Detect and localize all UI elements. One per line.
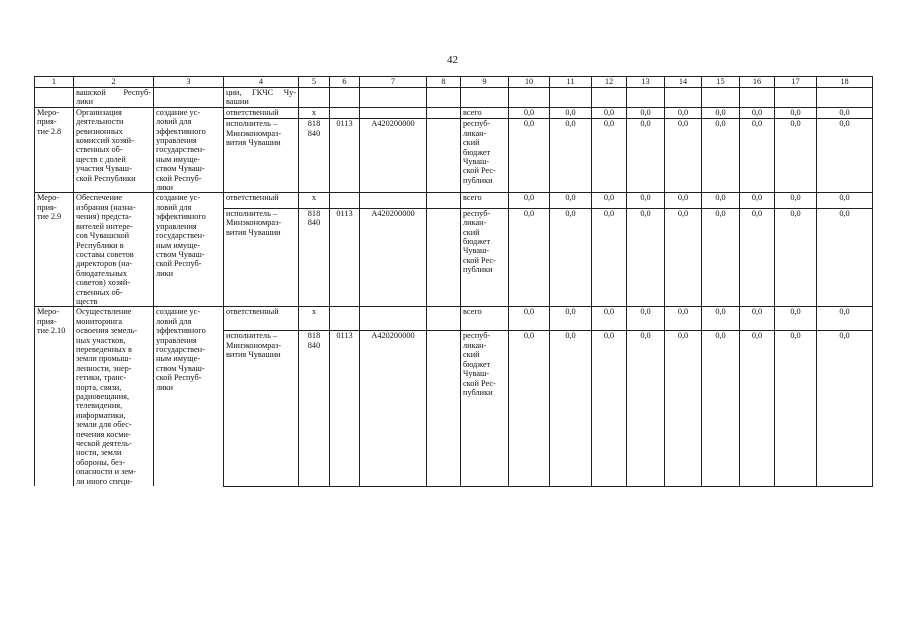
value-cell: 0,0 — [702, 307, 740, 331]
value-cell: 0,0 — [817, 208, 873, 307]
empty-cell — [740, 88, 775, 108]
empty-cell — [509, 88, 550, 108]
value-cell: 0,0 — [550, 208, 592, 307]
grbs-cell: x — [299, 193, 330, 208]
value-cell: 0,0 — [627, 193, 665, 208]
header-cell: 14 — [665, 77, 702, 88]
value-cell: 0,0 — [509, 331, 550, 486]
header-cell: 3 — [154, 77, 224, 88]
value-cell: 0,0 — [740, 307, 775, 331]
empty-cell — [360, 88, 427, 108]
header-cell: 7 — [360, 77, 427, 88]
value-cell: 0,0 — [627, 307, 665, 331]
value-cell: 0,0 — [702, 208, 740, 307]
measure-label: Меро- прия- тие 2.9 — [35, 193, 74, 307]
value-cell: 0,0 — [509, 208, 550, 307]
header-cell: 4 — [224, 77, 299, 88]
measure-name: Осуществление мониторинга освоения земель- ных участков, переведенных в земли промыш- ленности, энер- гетики, транс- порта, связи, радиовещания, телевидения, информатики, земли для обес- печения косми- ческой деятель- ности, земли обороны, без- опасности и зем- ли иного специ- — [74, 307, 154, 486]
responsible-cell: ответственный — [224, 107, 299, 119]
value-cell: 0,0 — [592, 193, 627, 208]
value-cell: 0,0 — [627, 331, 665, 486]
program-table — [34, 76, 873, 487]
responsible-cell: исполнитель – Минэкономраз- вития Чувашии — [224, 331, 299, 486]
empty-cell — [427, 307, 461, 331]
value-cell: 0,0 — [775, 208, 817, 307]
table-row — [35, 107, 873, 119]
responsible-cell: ответственный — [224, 193, 299, 208]
value-cell: 0,0 — [627, 208, 665, 307]
source-cell: респуб- ликан- ский бюджет Чуваш- ской Рес- публики — [461, 208, 509, 307]
vr-cell — [427, 331, 461, 486]
empty-cell — [627, 88, 665, 108]
source-cell: респуб- ликан- ский бюджет Чуваш- ской Рес- публики — [461, 331, 509, 486]
value-cell: 0,0 — [550, 193, 592, 208]
value-cell: 0,0 — [702, 119, 740, 193]
empty-cell — [330, 88, 360, 108]
value-cell: 0,0 — [665, 331, 702, 486]
value-cell: 0,0 — [550, 107, 592, 119]
value-cell: 0,0 — [592, 119, 627, 193]
grbs-cell: 818 840 — [299, 119, 330, 193]
header-cell: 12 — [592, 77, 627, 88]
value-cell: 0,0 — [665, 193, 702, 208]
csr-cell: А420200000 — [360, 331, 427, 486]
responsible-cell: ответственный — [224, 307, 299, 331]
value-cell: 0,0 — [740, 107, 775, 119]
cont-name-cell: вашской Респуб- лики — [74, 88, 154, 108]
value-cell: 0,0 — [775, 307, 817, 331]
empty-cell — [330, 307, 360, 331]
empty-cell — [817, 88, 873, 108]
header-row — [35, 77, 873, 88]
value-cell: 0,0 — [702, 331, 740, 486]
value-cell: 0,0 — [627, 107, 665, 119]
header-cell: 18 — [817, 77, 873, 88]
csr-cell: А420200000 — [360, 208, 427, 307]
header-cell: 5 — [299, 77, 330, 88]
value-cell: 0,0 — [775, 331, 817, 486]
empty-cell — [427, 107, 461, 119]
rz-cell: 0113 — [330, 208, 360, 307]
header-cell: 8 — [427, 77, 461, 88]
value-cell: 0,0 — [775, 193, 817, 208]
value-cell: 0,0 — [740, 119, 775, 193]
header-cell: 9 — [461, 77, 509, 88]
measure-name: Обеспечение избрания (назна- чения) предста- вителей интере- сов Чувашской Республики в составы советов директоров (на- блюдательных советов) хозяй- ственных об- ществ — [74, 193, 154, 307]
empty-cell — [461, 88, 509, 108]
value-cell: 0,0 — [665, 119, 702, 193]
grbs-cell: 818 840 — [299, 331, 330, 486]
value-cell: 0,0 — [775, 107, 817, 119]
continuation-row — [35, 88, 873, 108]
value-cell: 0,0 — [817, 193, 873, 208]
header-cell: 2 — [74, 77, 154, 88]
value-cell: 0,0 — [817, 307, 873, 331]
empty-cell — [360, 107, 427, 119]
value-cell: 0,0 — [509, 107, 550, 119]
value-cell: 0,0 — [665, 208, 702, 307]
empty-cell — [427, 193, 461, 208]
header-cell: 17 — [775, 77, 817, 88]
empty-cell — [702, 88, 740, 108]
value-cell: 0,0 — [702, 107, 740, 119]
empty-cell — [35, 88, 74, 108]
value-cell: 0,0 — [740, 331, 775, 486]
value-cell: 0,0 — [509, 193, 550, 208]
empty-cell — [427, 88, 461, 108]
cont-resp-cell: ции, ГКЧС Чу- вашии — [224, 88, 299, 108]
header-cell: 11 — [550, 77, 592, 88]
value-cell: 0,0 — [740, 193, 775, 208]
empty-cell — [550, 88, 592, 108]
value-cell: 0,0 — [817, 119, 873, 193]
empty-cell — [330, 107, 360, 119]
rz-cell: 0113 — [330, 119, 360, 193]
header-cell: 13 — [627, 77, 665, 88]
table-row — [35, 307, 873, 331]
source-cell: всего — [461, 307, 509, 331]
grbs-cell: x — [299, 107, 330, 119]
vr-cell — [427, 119, 461, 193]
value-cell: 0,0 — [592, 331, 627, 486]
value-cell: 0,0 — [592, 208, 627, 307]
responsible-cell: исполнитель – Минэкономраз- вития Чувашии — [224, 208, 299, 307]
value-cell: 0,0 — [550, 307, 592, 331]
rz-cell: 0113 — [330, 331, 360, 486]
header-cell: 10 — [509, 77, 550, 88]
value-cell: 0,0 — [817, 107, 873, 119]
value-cell: 0,0 — [509, 307, 550, 331]
value-cell: 0,0 — [592, 307, 627, 331]
empty-cell — [775, 88, 817, 108]
measure-goal: создание ус- ловий для эффективного управления государствен- ным имуще- ством Чуваш- ской Респуб- лики — [154, 307, 224, 486]
empty-cell — [299, 88, 330, 108]
vr-cell — [427, 208, 461, 307]
grbs-cell: x — [299, 307, 330, 331]
empty-cell — [592, 88, 627, 108]
measure-goal: создание ус- ловий для эффективного управления государствен- ным имуще- ством Чуваш- ской Респуб- лики — [154, 193, 224, 307]
value-cell: 0,0 — [550, 119, 592, 193]
empty-cell — [154, 88, 224, 108]
value-cell: 0,0 — [775, 119, 817, 193]
table-row — [35, 193, 873, 208]
measure-label: Меро- прия- тие 2.8 — [35, 107, 74, 193]
csr-cell: А420200000 — [360, 119, 427, 193]
header-cell: 15 — [702, 77, 740, 88]
source-cell: всего — [461, 107, 509, 119]
empty-cell — [665, 88, 702, 108]
value-cell: 0,0 — [665, 107, 702, 119]
header-cell: 1 — [35, 77, 74, 88]
page-number: 42 — [447, 54, 458, 66]
grbs-cell: 818 840 — [299, 208, 330, 307]
value-cell: 0,0 — [740, 208, 775, 307]
source-cell: всего — [461, 193, 509, 208]
responsible-cell: исполнитель – Минэкономраз- вития Чувашии — [224, 119, 299, 193]
empty-cell — [330, 193, 360, 208]
empty-cell — [360, 307, 427, 331]
value-cell: 0,0 — [509, 119, 550, 193]
empty-cell — [360, 193, 427, 208]
measure-goal: создание ус- ловий для эффективного управления государствен- ным имуще- ством Чуваш- ской Респуб- лики — [154, 107, 224, 193]
value-cell: 0,0 — [817, 331, 873, 486]
header-cell: 16 — [740, 77, 775, 88]
value-cell: 0,0 — [550, 331, 592, 486]
value-cell: 0,0 — [702, 193, 740, 208]
measure-label: Меро- прия- тие 2.10 — [35, 307, 74, 486]
value-cell: 0,0 — [665, 307, 702, 331]
value-cell: 0,0 — [627, 119, 665, 193]
value-cell: 0,0 — [592, 107, 627, 119]
source-cell: респуб- ликан- ский бюджет Чуваш- ской Рес- публики — [461, 119, 509, 193]
measure-name: Организация деятельности ревизионных комиссий хозяй- ственных об- ществ с долей участия Чуваш- ской Республики — [74, 107, 154, 193]
header-cell: 6 — [330, 77, 360, 88]
